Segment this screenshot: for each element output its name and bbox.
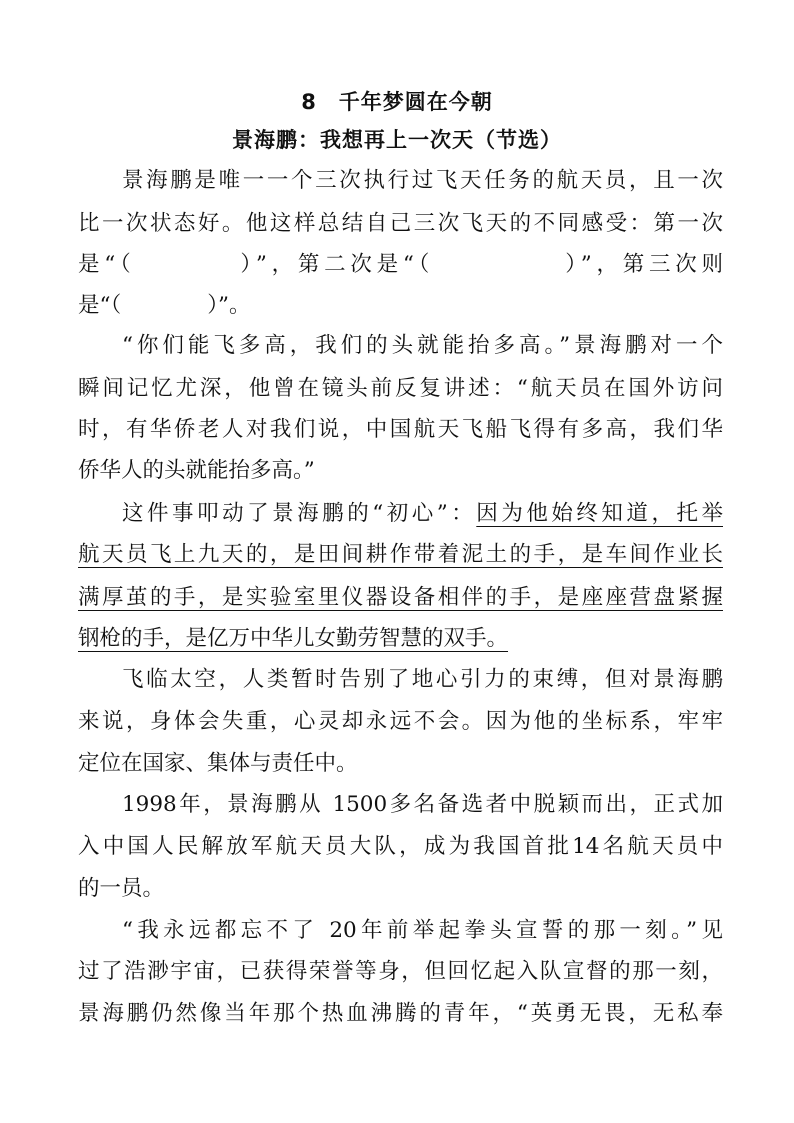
text-line: 飞临太空，人类暂时告别了地心引力的束缚，但对景海鹏 (122, 667, 723, 692)
text-line: 入中国人民解放军航天员大队，成为我国首批14名航天员中 (78, 834, 723, 859)
text-line: 过了浩渺宇宙，已获得荣誉等身，但回忆起入队宣督的那一刻， (78, 959, 723, 984)
text-line: 1998年，景海鹏从 1500多名备选者中脱颖而出，正式加 (122, 792, 723, 817)
underlined-line: 满厚茧的手，是实验室里仪器设备相伴的手，是座座营盘紧握 (78, 585, 723, 610)
text-line: “你们能飞多高，我们的头就能抬多高。”景海鹏对一个 (122, 333, 723, 358)
underlined-line: 航天员飞上九天的，是田间耕作带着泥土的手，是车间作业长 (78, 542, 723, 567)
text-line: “我永远都忘不了 20年前举起拳头宣誓的那一刻。”见 (122, 918, 723, 943)
text-line: 定位在国家、集体与责任中。 (78, 751, 358, 776)
underlined-segment: 因为他始终知道，托举 (476, 501, 723, 526)
underlined-line (78, 624, 723, 654)
underlined-segment: 钢枪的手，是亿万中华儿女勤劳智慧的双手。 (78, 626, 509, 651)
text-line: 来说，身体会失重，心灵却永远不会。因为他的坐标系，牢牢 (78, 709, 723, 734)
fill-in-blank-line: 是“（ ）”，第二次是“（ ）”，第三次则 (78, 252, 723, 277)
text-line: 瞬间记忆尤深，他曾在镜头前反复讲述：“航天员在国外访问 (78, 376, 723, 401)
plain-segment: 这件事叩动了景海鹏的“初心”： (122, 501, 477, 526)
chapter-title: 8 千年梦圆在今朝 (301, 90, 493, 114)
text-line: 时，有华侨老人对我们说，中国航天飞船飞得有多高，我们华 (78, 417, 723, 442)
text-line: 侨华人的头就能抬多高。” (78, 458, 315, 483)
article-title: 景海鹏：我想再上一次天（节选） (232, 128, 562, 152)
text-line: 景海鹏仍然像当年那个热血沸腾的青年，“英勇无畏，无私奉 (78, 1001, 723, 1026)
text-line (122, 499, 723, 529)
fill-in-blank-line: 是“（ ）”。 (78, 293, 251, 318)
text-line: 的一员。 (78, 876, 165, 901)
text-line: 比一次状态好。他这样总结自己三次飞天的不同感受：第一次 (78, 211, 723, 236)
text-line: 景海鹏是唯一一个三次执行过飞天任务的航天员，且一次 (122, 168, 723, 193)
